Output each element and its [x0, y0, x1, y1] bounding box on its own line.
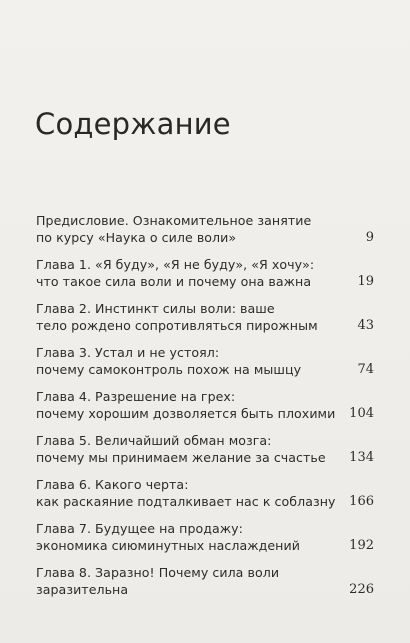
toc-entry: [36, 476, 376, 520]
toc-entry: [36, 564, 376, 608]
toc-entry-line2: заразительна: [36, 582, 129, 597]
toc-entry-page: 134: [349, 450, 374, 465]
toc-entry: [36, 520, 376, 564]
toc-entry-line2: почему самоконтроль похож на мышцу: [36, 362, 302, 377]
toc-entry: [36, 388, 376, 432]
toc-entry-line2: почему хорошим дозволяется быть плохими: [36, 406, 336, 421]
toc-entry-line1: Глава 1. «Я буду», «Я не буду», «Я хочу»:: [36, 257, 315, 272]
toc-entry-line1: Глава 4. Разрешение на грех:: [36, 389, 236, 404]
toc-entry: [36, 300, 376, 344]
table-of-contents: [36, 212, 376, 608]
toc-entry: [36, 432, 376, 476]
toc-entry: [36, 344, 376, 388]
toc-entry-line1: Глава 2. Инстинкт силы воли: ваше: [36, 301, 275, 316]
toc-entry-page: 74: [357, 362, 374, 377]
toc-entry-line1: Глава 7. Будущее на продажу:: [36, 521, 243, 536]
toc-entry-line2: экономика сиюминутных наслаждений: [36, 538, 300, 553]
toc-entry-page: 19: [357, 274, 374, 289]
toc-entry-page: 9: [365, 230, 374, 245]
toc-entry-line2: почему мы принимаем желание за счастье: [36, 450, 326, 465]
toc-entry-line1: Предисловие. Ознакомительное занятие: [36, 213, 312, 228]
toc-entry: [36, 212, 376, 256]
toc-entry-line1: Глава 6. Какого черта:: [36, 477, 189, 492]
toc-entry-line2: что такое сила воли и почему она важна: [36, 274, 312, 289]
toc-entry-line2: по курсу «Наука о силе воли»: [36, 230, 237, 245]
page-title: Содержание: [35, 107, 231, 141]
toc-entry-page: 226: [349, 582, 374, 597]
toc-entry: [36, 256, 376, 300]
toc-entry-line1: Глава 8. Заразно! Почему сила воли: [36, 565, 280, 580]
toc-entry-line2: тело рождено сопротивляться пирожным: [36, 318, 318, 333]
toc-entry-line1: Глава 5. Величайший обман мозга:: [36, 433, 272, 448]
toc-entry-page: 43: [357, 318, 374, 333]
toc-entry-page: 192: [349, 538, 374, 553]
toc-entry-line1: Глава 3. Устал и не устоял:: [36, 345, 220, 360]
toc-entry-page: 104: [349, 406, 374, 421]
toc-entry-line2: как раскаяние подталкивает нас к соблазну: [36, 494, 336, 509]
toc-entry-page: 166: [349, 494, 374, 509]
